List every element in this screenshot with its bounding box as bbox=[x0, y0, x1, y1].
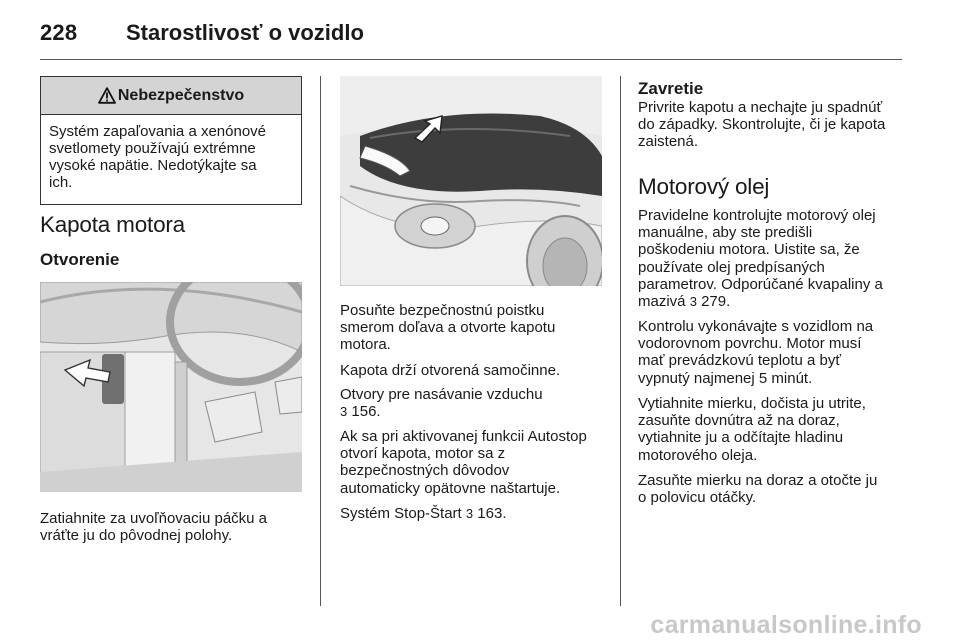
warning-line: ich. bbox=[49, 174, 73, 191]
figure-release-lever bbox=[40, 282, 302, 492]
text-line: vytiahnite ju a odčítajte hladinu bbox=[638, 429, 844, 447]
text-line: Pravidelne kontrolujte motorový olej bbox=[638, 207, 876, 224]
text-line: zaistená. bbox=[638, 133, 699, 151]
warning-text bbox=[41, 115, 301, 191]
warning-line: vysoké napätie. Nedotýkajte sa bbox=[49, 157, 257, 174]
text-line: vodorovnom povrchu. Motor musí bbox=[638, 335, 862, 353]
text-line: motorového oleja. bbox=[638, 446, 758, 464]
text-line: Ak sa pri aktivovanej funkcii Autostop bbox=[340, 428, 587, 445]
text-line: Posuňte bezpečnostnú poistku bbox=[340, 302, 545, 319]
subheading-opening: Otvorenie bbox=[40, 250, 120, 269]
text-line: Zatiahnite za uvoľňovaciu páčku a bbox=[40, 510, 268, 527]
page-header bbox=[40, 20, 902, 60]
column-divider-left bbox=[320, 76, 321, 606]
page-reference[interactable]: 279. bbox=[701, 293, 731, 311]
paragraph-safety-catch bbox=[340, 302, 602, 354]
paragraph-stop-start bbox=[340, 505, 602, 522]
page-title: Starostlivosť o vozidlo bbox=[126, 20, 364, 45]
text-line: poškodeniu motora. Uistite sa, že bbox=[638, 241, 860, 259]
text-line: Zasuňte mierku na doraz a otočte ju bbox=[638, 472, 878, 489]
page-reference-icon: 3 bbox=[340, 404, 348, 420]
page-reference[interactable]: 163. bbox=[477, 505, 507, 522]
text-line bbox=[340, 505, 602, 522]
text-line: bezpečnostných dôvodov bbox=[340, 462, 510, 480]
watermark-strip bbox=[0, 611, 960, 642]
text-line: motora. bbox=[340, 336, 391, 354]
text-line: o polovicu otáčky. bbox=[638, 489, 757, 507]
page-number: 228 bbox=[40, 20, 78, 45]
figure-safety-catch bbox=[340, 76, 602, 286]
paragraph-air-intake bbox=[340, 386, 602, 420]
text-line: zasuňte dovnútra až na doraz, bbox=[638, 412, 840, 430]
paragraph-dipstick-insert bbox=[638, 472, 906, 506]
text-segment: mazivá bbox=[638, 293, 686, 311]
warning-triangle-icon bbox=[98, 87, 116, 104]
text-line: Privrite kapotu a nechajte ju spadnúť bbox=[638, 99, 883, 116]
paragraph-autostop bbox=[340, 428, 610, 497]
text-line bbox=[340, 403, 602, 420]
section-heading-engine-oil: Motorový olej bbox=[638, 174, 770, 199]
text-segment: Systém Stop-Štart bbox=[340, 505, 462, 522]
subheading-closing: Zavretie bbox=[638, 79, 704, 98]
text-line: vráťte ju do pôvodnej polohy. bbox=[40, 527, 233, 545]
warning-header bbox=[41, 77, 301, 115]
page-reference-icon: 3 bbox=[465, 506, 474, 521]
column-divider-right bbox=[620, 76, 621, 606]
paragraph-level-surface bbox=[638, 318, 906, 387]
text-line: mať prevádzkovú teplotu a byť bbox=[638, 352, 842, 370]
paragraph-dipstick bbox=[638, 395, 906, 464]
warning-title: Nebezpečenstvo bbox=[117, 86, 245, 104]
warning-line: Systém zapaľovania a xenónové bbox=[49, 123, 267, 140]
text-line: Vytiahnite mierku, dočista ju utrite, bbox=[638, 395, 866, 412]
warning-box bbox=[40, 76, 302, 205]
text-line: Kapota drží otvorená samočinne. bbox=[340, 362, 561, 379]
paragraph-closing bbox=[638, 99, 906, 151]
page-reference[interactable]: 156. bbox=[351, 403, 381, 421]
paragraph-hood-stays-open bbox=[340, 362, 602, 379]
text-line: do západky. Skontrolujte, či je kapota bbox=[638, 116, 886, 134]
text-line: manuálne, aby ste predišli bbox=[638, 224, 813, 242]
page-reference-icon: 3 bbox=[689, 294, 697, 310]
text-line: parametrov. Odporúčané kvapaliny a bbox=[638, 275, 883, 293]
text-line: smerom doľava a otvorte kapotu bbox=[340, 319, 556, 337]
text-line: Kontrolu vykonávajte s vozidlom na bbox=[638, 318, 874, 335]
text-line bbox=[638, 293, 906, 310]
text-line: otvorí kapota, motor sa z bbox=[340, 445, 506, 463]
text-line: používate olej predpísaných bbox=[638, 258, 825, 276]
caption-release-lever bbox=[40, 510, 302, 544]
text-line: automaticky opätovne naštartuje. bbox=[340, 479, 561, 497]
section-heading-hood: Kapota motora bbox=[40, 212, 185, 237]
watermark-text: carmanualsonline.info bbox=[650, 611, 922, 639]
warning-line: svetlomety používajú extrémne bbox=[49, 140, 256, 157]
paragraph-oil-check bbox=[638, 207, 906, 310]
text-line: Otvory pre nasávanie vzduchu bbox=[340, 386, 543, 403]
text-line: vypnutý najmenej 5 minút. bbox=[638, 369, 813, 387]
